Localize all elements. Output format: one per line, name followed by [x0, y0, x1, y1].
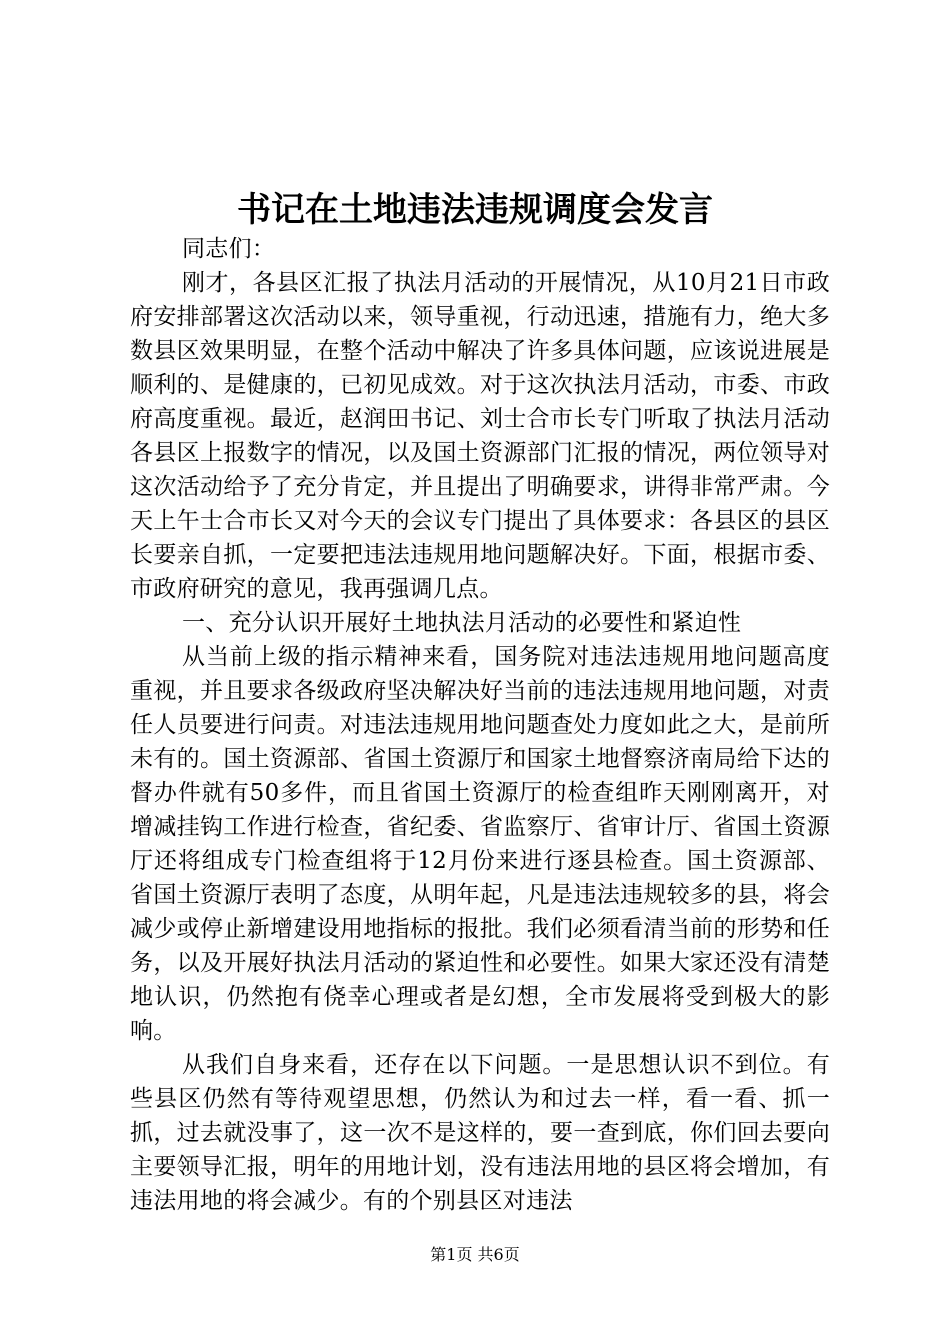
body-paragraph: 从当前上级的指示精神来看，国务院对违法违规用地问题高度重视，并且要求各级政府坚决解决好当前的违法违规用地问题，对责任人员要进行问责。对违法违规用地问题查处力度如此之大，是前所未有的。国土资源部、省国土资源厅和国家土地督察济南局给下达的督办件就有50多件，而且省国土资源厅的检查组昨天刚刚离开，对增减挂钩工作进行检查，省纪委、省监察厅、省审计厅、省国土资源厅还将组成专门检查组将于12月份来进行逐县检查。国土资源部、省国土资源厅表明了态度，从明年起，凡是违法违规较多的县，将会减少或停止新增建设用地指标的报批。我们必须看清当前的形势和任务，以及开展好执法月活动的紧迫性和必要性。如果大家还没有清楚地认识，仍然抱有侥幸心理或者是幻想，全市发展将受到极大的影响。: [130, 644, 830, 1044]
page-number-footer: 第1页 共6页: [430, 1245, 520, 1264]
body-paragraph: 从我们自身来看，还存在以下问题。一是思想认识不到位。有些县区仍然有等待观望思想，仍然认为和过去一样，看一看、抓一抓，过去就没事了，这一次不是这样的，要一查到底，你们回去要向主要领导汇报，明年的用地计划，没有违法用地的县区将会增加，有违法用地的将会减少。有的个别县区对违法: [130, 1052, 830, 1214]
body-paragraph: 刚才，各县区汇报了执法月活动的开展情况，从10月21日市政府安排部署这次活动以来，领导重视，行动迅速，措施有力，绝大多数县区效果明显，在整个活动中解决了许多具体问题，应该说进展是顺利的、是健康的，已初见成效。对于这次执法月活动，市委、市政府高度重视。最近，赵润田书记、刘士合市长专门听取了执法月活动各县区上报数字的情况，以及国土资源部门汇报的情况，两位领导对这次活动给予了充分肯定，并且提出了明确要求，讲得非常严肃。今天上午士合市长又对今天的会议专门提出了具体要求：各县区的县区长要亲自抓，一定要把违法违规用地问题解决好。下面，根据市委、市政府研究的意见，我再强调几点。: [130, 270, 830, 602]
document-body: [130, 232, 830, 1218]
salutation: 同志们：: [182, 236, 276, 262]
section-heading: 一、充分认识开展好土地执法月活动的必要性和紧迫性: [182, 610, 742, 636]
document-title: 书记在土地违法违规调度会发言: [237, 190, 713, 230]
